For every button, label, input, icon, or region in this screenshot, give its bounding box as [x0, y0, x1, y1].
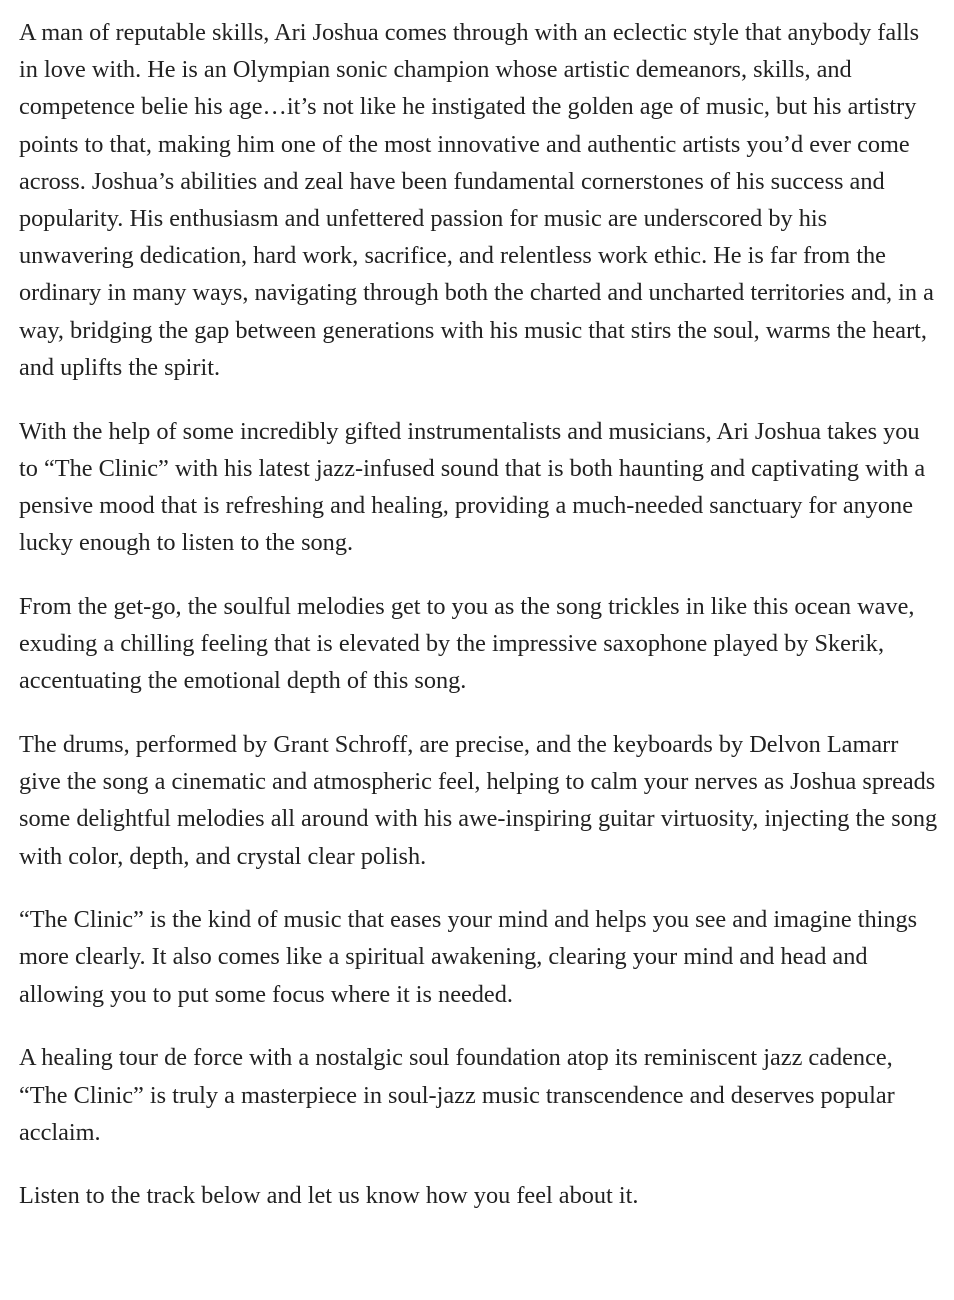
article-paragraph: From the get-go, the soulful melodies get to you as the song trickles in like this ocean wave, exuding a chilling feeling that is elevated by the impressive saxophone played by Skerik, accentuating the emotional depth of this song. [19, 592, 915, 695]
article-paragraph: A healing tour de force with a nostalgic soul foundation atop its reminiscent jazz cadence, “The Clinic” is truly a masterpiece in soul-jazz music transcendence and deserves popular acclaim. [19, 1044, 895, 1146]
article-paragraph: The drums, performed by Grant Schroff, are precise, and the keyboards by Delvon Lamarr give the song a cinematic and atmospheric feel, helping to calm your nerves as Joshua spreads some delightful melodies all around with his awe-inspiring guitar virtuosity, injecting the song with color, depth, and crystal clear polish. [19, 730, 938, 870]
article-paragraph: “The Clinic” is the kind of music that eases your mind and helps you see and imagine things more clearly. It also comes like a spiritual awakening, clearing your mind and head and allowing you to put some focus where it is needed. [19, 906, 918, 1008]
article-paragraph: A man of reputable skills, Ari Joshua comes through with an eclectic style that anybody falls in love with. He is an Olympian sonic champion whose artistic demeanors, skills, and competence belie his age…it’s not like he instigated the golden age of music, but his artistry points to that, making him one of the most innovative and authentic artists you’d ever come across. Joshua’s abilities and zeal have been fundamental cornerstones of his success and popularity. His enthusiasm and unfettered passion for music are underscored by his unwavering dedication, hard work, sacrifice, and relentless work ethic. He is far from the ordinary in many ways, navigating through both the charted and uncharted territories and, in a way, bridging the gap between generations with his music that stirs the soul, warms the heart, and uplifts the spirit. [19, 19, 934, 381]
article-paragraph: With the help of some incredibly gifted instrumentalists and musicians, Ari Joshua takes you to “The Clinic” with his latest jazz-infused sound that is both haunting and captivating with a pensive mood that is refreshing and healing, providing a much-needed sanctuary for anyone lucky enough to listen to the song. [19, 417, 926, 557]
article-paragraph: Listen to the track below and let us know how you feel about it. [19, 1182, 639, 1210]
